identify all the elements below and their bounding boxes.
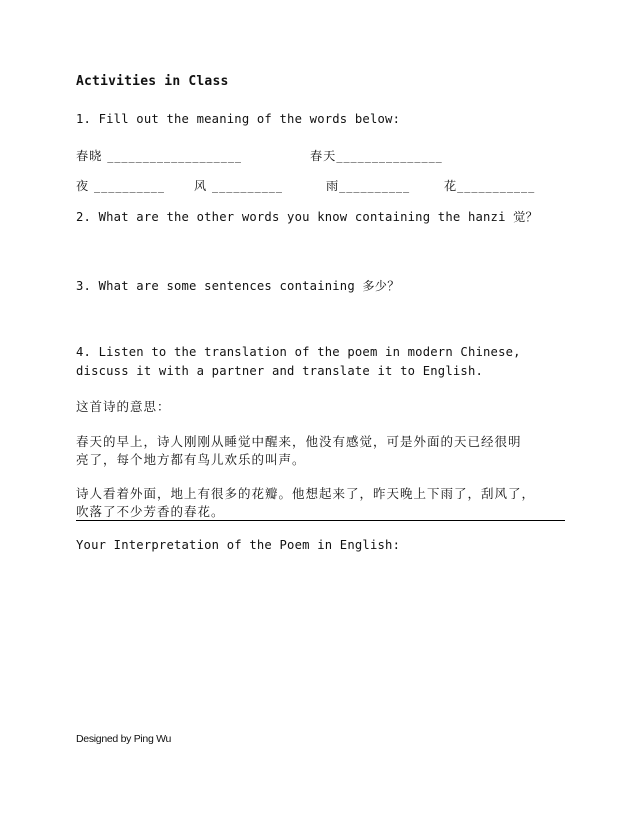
page-title: Activities in Class [76,74,229,89]
footer-credit: Designed by Ping Wu [76,733,172,745]
question-3-prompt: 3. What are some sentences containing 多少？ [76,279,400,293]
vocab-blank-chunxiao[interactable]: 春晓 ___________________ [76,149,243,163]
vocab-blank-ye[interactable]: 夜 __________ [76,179,165,193]
vocab-blank-feng[interactable]: 风 __________ [194,179,283,193]
question-1-prompt: 1. Fill out the meaning of the words below: [76,112,401,126]
question-4-prompt-line-2: discuss it with a partner and translate it to English. [76,364,484,378]
poem-paragraph-1-line-1: 春天的早上，诗人刚刚从睡觉中醒来，他没有感觉，可是外面的天已经很明 [76,434,522,449]
question-4-prompt-line-1: 4. Listen to the translation of the poem in modern Chinese, [76,345,521,359]
interpretation-label: Your Interpretation of the Poem in English: [76,538,401,552]
poem-meaning-label: 这首诗的意思： [76,399,171,414]
vocab-blank-hua[interactable]: 花___________ [444,179,536,193]
poem-paragraph-2-line-1: 诗人看着外面，地上有很多的花瓣。他想起来了，昨天晚上下雨了，刮风了， [76,486,536,501]
section-divider [76,520,565,521]
question-2-prompt: 2. What are the other words you know containing the hanzi 觉？ [76,210,538,224]
vocab-blank-yu[interactable]: 雨__________ [326,179,411,193]
poem-paragraph-2-line-2: 吹落了不少芳香的春花。 [76,504,225,519]
poem-paragraph-1-line-2: 亮了，每个地方都有鸟儿欢乐的叫声。 [76,452,306,467]
vocab-blank-chuntian[interactable]: 春天_______________ [310,149,443,163]
